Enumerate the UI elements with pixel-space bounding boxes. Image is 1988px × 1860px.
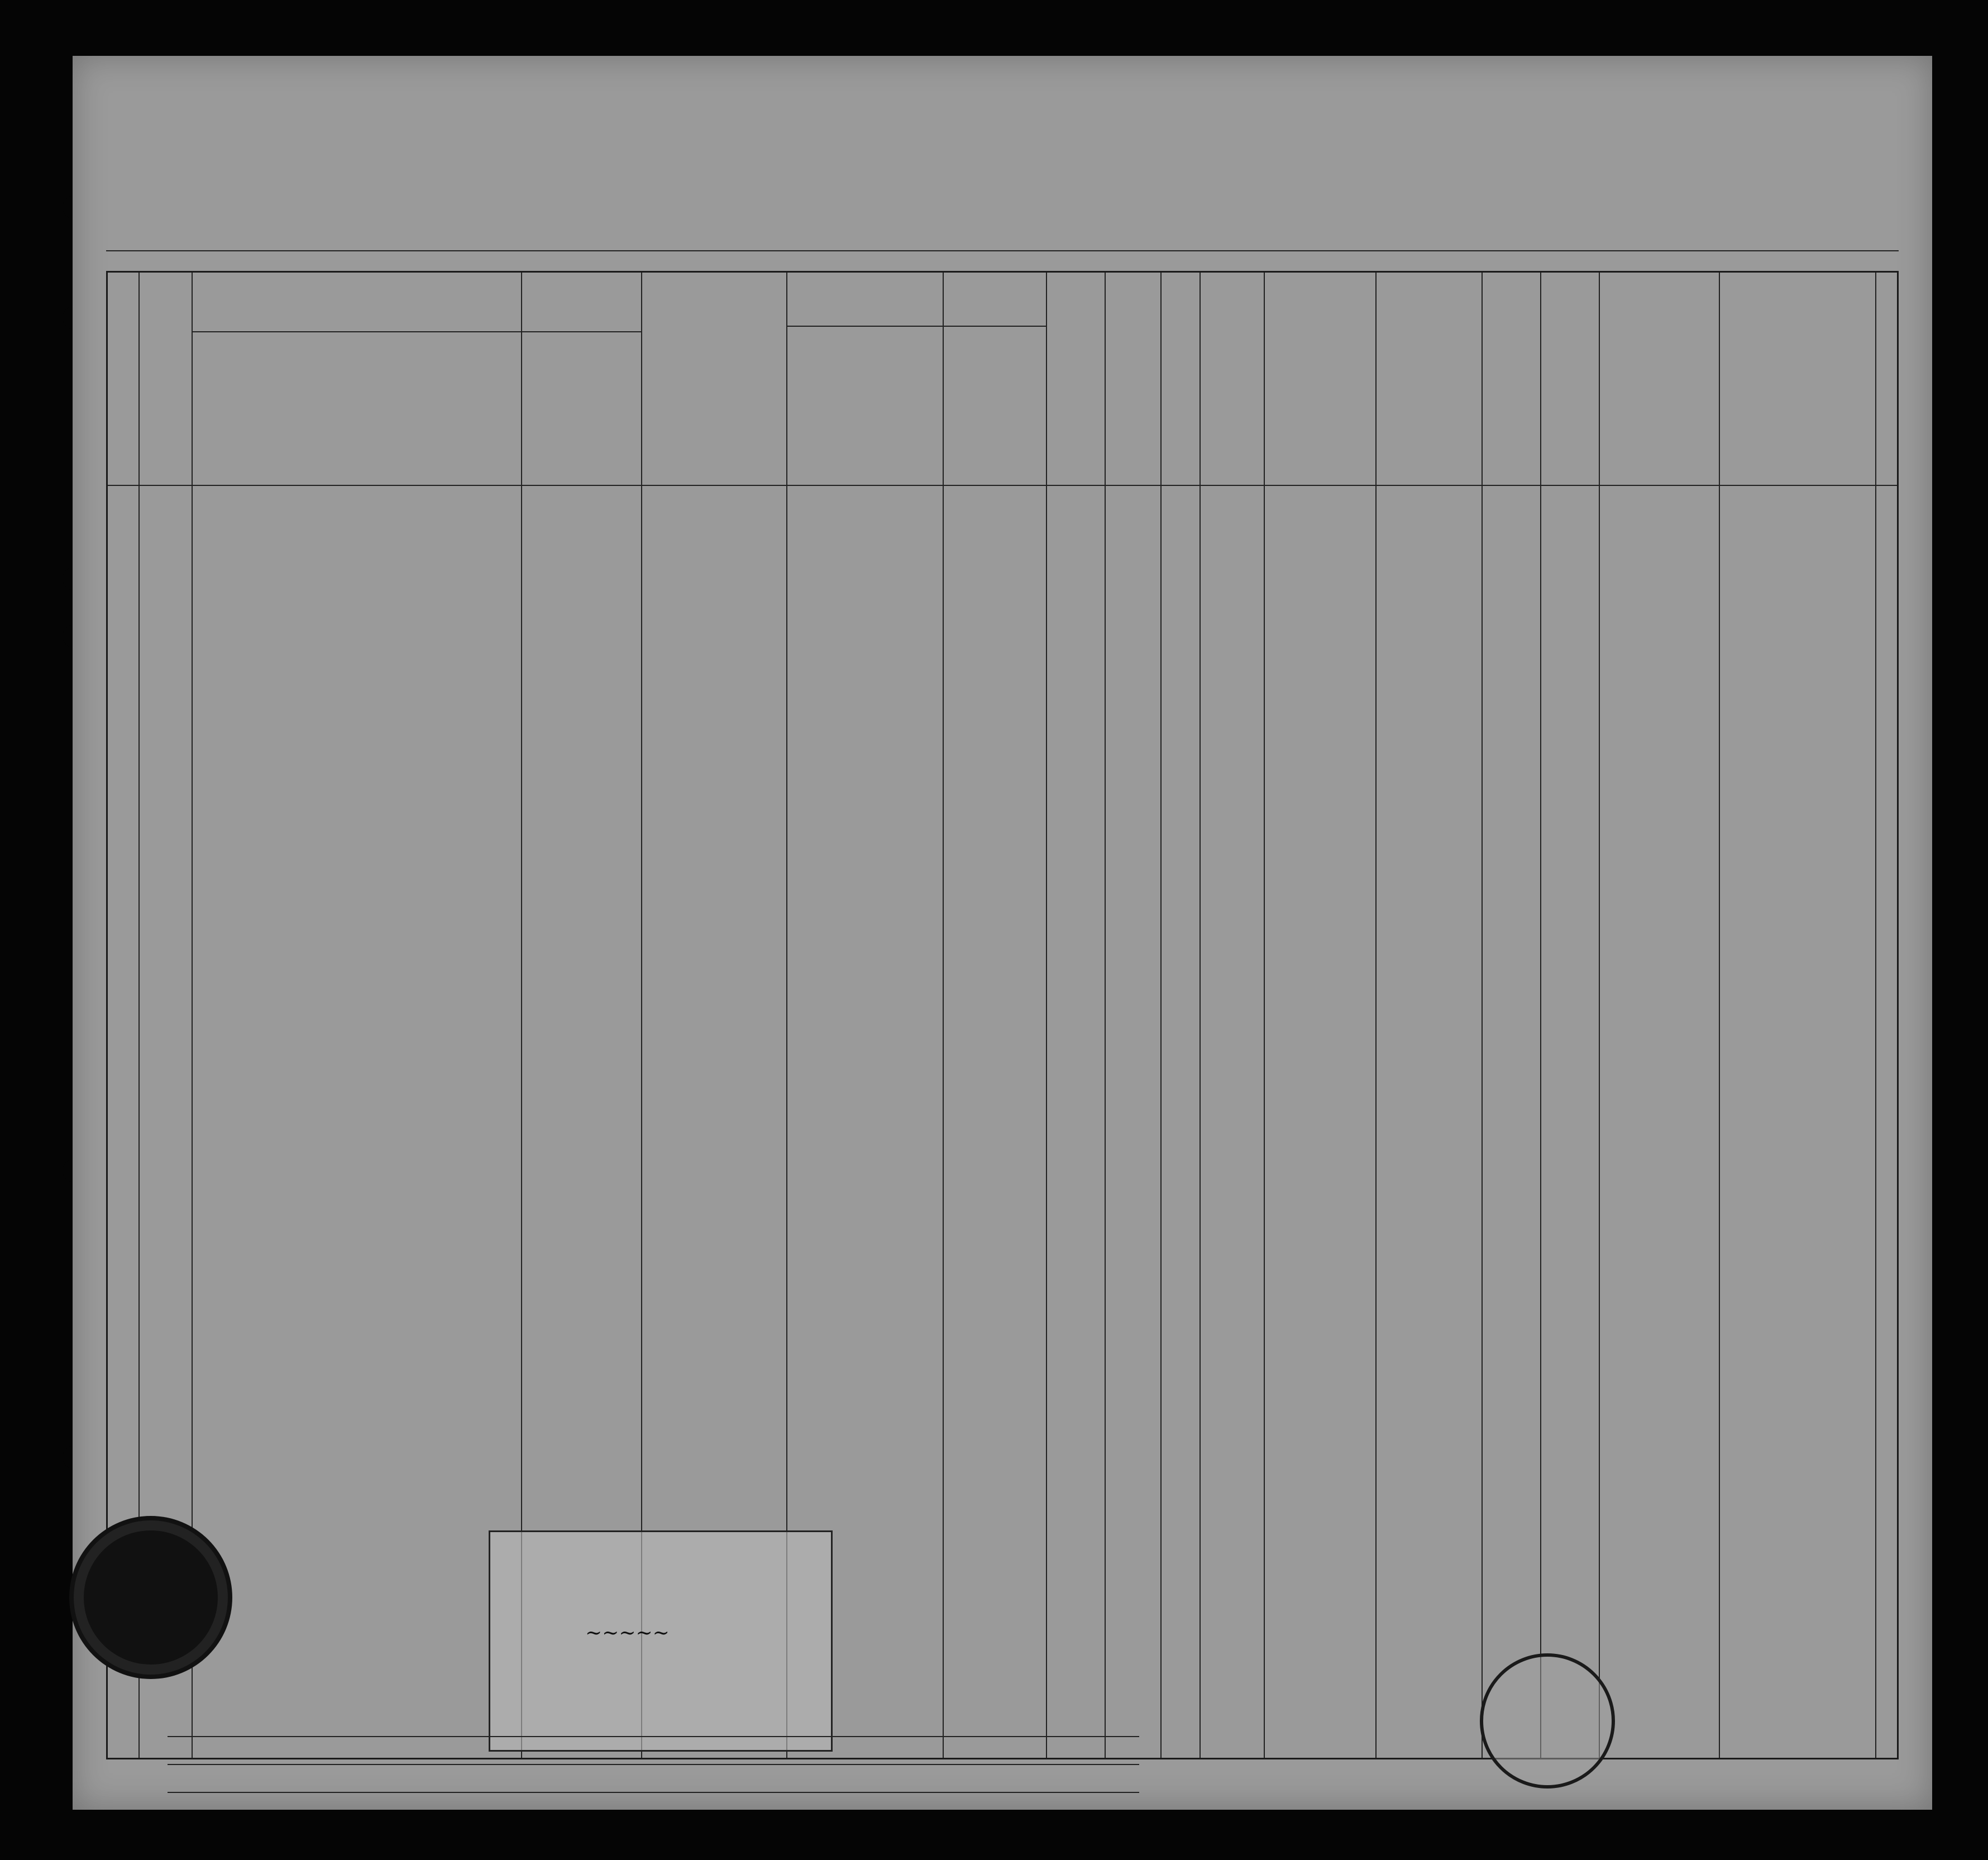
name-subheader-rule	[192, 331, 641, 332]
embossed-seal	[84, 1530, 218, 1665]
agents-rule	[168, 1792, 1139, 1793]
column-divider	[1482, 273, 1483, 1758]
header-divider	[106, 250, 1899, 251]
manifest-sheet	[73, 56, 1932, 1810]
consul-stamp	[489, 1530, 833, 1752]
column-divider	[1599, 273, 1600, 1758]
column-divider	[1540, 273, 1541, 1758]
column-divider	[192, 273, 193, 1758]
column-divider	[1719, 273, 1720, 1758]
owners-rule	[168, 1764, 1139, 1765]
column-divider	[1264, 273, 1265, 1758]
crew-table	[106, 271, 1899, 1759]
column-divider	[1046, 273, 1047, 1758]
column-divider	[1200, 273, 1201, 1758]
column-divider	[1875, 273, 1876, 1758]
line-rule	[168, 1736, 1139, 1737]
shipped-subcolumn-divider	[943, 326, 944, 1758]
column-divider	[1375, 273, 1377, 1758]
shipped-subheader-rule	[786, 326, 1046, 327]
column-divider	[1105, 273, 1106, 1758]
office-stamp	[1480, 1653, 1615, 1789]
consul-signature: ~~~~~	[585, 1621, 670, 1644]
header-bottom-rule	[108, 485, 1897, 486]
column-divider	[1160, 273, 1162, 1758]
